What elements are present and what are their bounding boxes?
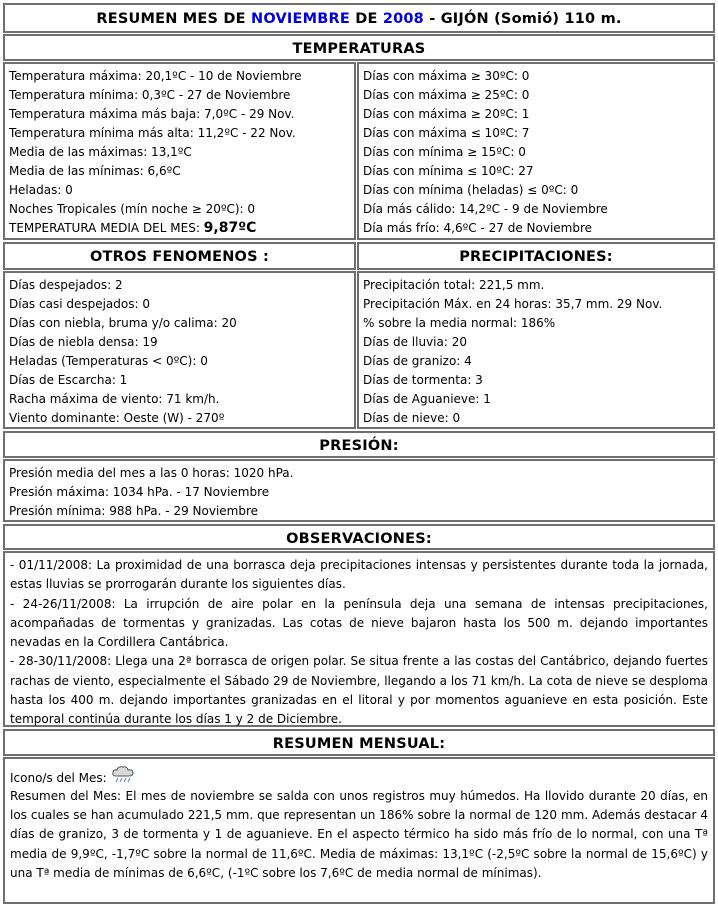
temperaturas-right-panel (357, 62, 715, 240)
precip-line: Precipitación Máx. en 24 horas: 35,7 mm. 29 Nov. (363, 297, 663, 311)
otros-line: Días con niebla, bruma y/o calima: 20 (9, 316, 237, 330)
icon-row (10, 765, 708, 787)
temp-line: Noches Tropicales (mín noche ≥ 20ºC): 0 (9, 202, 256, 216)
title-location: - GIJÓN (Somió) 110 m. (423, 11, 622, 27)
temperaturas-left-panel (3, 62, 356, 240)
temp-line: Días con máxima ≥ 20ºC: 1 (363, 107, 530, 121)
otros-line: Viento dominante: Oeste (W) - 270º (9, 411, 225, 425)
otros-line: Días de niebla densa: 19 (9, 335, 158, 349)
temp-line: Días con mínima (heladas) ≤ 0ºC: 0 (363, 183, 579, 197)
precip-line: Días de tormenta: 3 (363, 373, 483, 387)
otros-line: Días de Escarcha: 1 (9, 373, 128, 387)
resumen-panel (3, 757, 715, 904)
temp-line: Días con mínima ≤ 10ºC: 27 (363, 164, 534, 178)
presion-line: Presión mínima: 988 hPa. - 29 Noviembre (9, 504, 259, 518)
temp-line: Heladas: 0 (9, 183, 73, 197)
resumen-heading: RESUMEN MENSUAL: (3, 729, 715, 756)
temp-line: Día más frío: 4,6ºC - 27 de Noviembre (363, 221, 593, 235)
precip-line: Días de lluvia: 20 (363, 335, 467, 349)
otros-line: Días casi despejados: 0 (9, 297, 150, 311)
precipitaciones-heading: PRECIPITACIONES: (357, 242, 715, 270)
otros-line: Heladas (Temperaturas < 0ºC): 0 (9, 354, 208, 368)
otros-line: Días despejados: 2 (9, 278, 123, 292)
presion-line: Presión máxima: 1034 hPa. - 17 Noviembre (9, 485, 270, 499)
temp-line: Días con mínima ≥ 15ºC: 0 (363, 145, 526, 159)
precip-line: Días de granizo: 4 (363, 354, 472, 368)
title-year: 2008 (382, 11, 424, 27)
observaciones-panel: - 01/11/2008: La proximidad de una borrasca deja precipitaciones intensas y persistentes durante toda la jornada, estas lluvias se prorrogarán durante los siguientes días. - 24-26/11/2008: La irrupción de aire polar en la península deja una semana de intensas precipitaciones, acompañadas de tormentas y granizadas. Las cotas de nieve bajaron hasta los 500 m. dejando importantes nevadas en la Cordillera Cantábrica. - 28-30/11/2008: Llega una 2ª borrasca de origen polar. Se situa frente a las costas del Cantábrico, dejando fuertes rachas de viento, especialmente el Sábado 29 de Noviembre, llegando a los 71 km/h. La cota de nieve se desploma hasta los 400 m. dejando importantes granizadas en el litoral y por momentos aguanieve en esta posición. Este temporal continúa durante los días 1 y 2 de Diciembre. (3, 551, 715, 727)
observaciones-heading: OBSERVACIONES: (3, 524, 715, 550)
temp-line: Temperatura máxima más baja: 7,0ºC - 29 Nov. (9, 107, 295, 121)
temperatura-media-label: TEMPERATURA MEDIA DEL MES: (9, 221, 204, 235)
temp-line: Temperatura mínima más alta: 11,2ºC - 22 Nov. (9, 126, 296, 140)
precipitaciones-panel (357, 271, 715, 429)
precip-line: Días de nieve: 0 (363, 411, 461, 425)
presion-line: Presión media del mes a las 0 horas: 1020 hPa. (9, 466, 294, 480)
temperatura-media-value: 9,87ºC (203, 220, 257, 236)
temp-line: Temperatura mínima: 0,3ºC - 27 de Noviembre (9, 88, 291, 102)
resumen-text: Resumen del Mes: El mes de noviembre se salda con unos registros muy húmedos. Ha llovido durante 20 días, en los cuales se han acumulado 221,5 mm. que representan un 186% sobre la normal de 120 mm. Además destacar 4 días de granizo, 3 de tormenta y 1 de aguanieve. En el aspecto térmico ha sido más frío de lo normal, con una Tª media de 9,9ºC, -1,7ºC sobre la normal de 11,6ºC. Media de máximas: 13,1ºC (-2,5ºC sobre la normal de 15,6ºC) y una Tª media de mínimas de 6,6ºC, (-1ºC sobre los 7,6ºC de media normal de mínimas). (10, 789, 708, 880)
report-title (3, 3, 715, 33)
otros-fenomenos-panel (3, 271, 356, 429)
temperaturas-heading: TEMPERATURAS (3, 34, 715, 61)
title-prefix: RESUMEN MES DE (96, 11, 252, 27)
precip-line: Días de Aguanieve: 1 (363, 392, 491, 406)
precip-line: % sobre la media normal: 186% (363, 316, 556, 330)
title-month: NOVIEMBRE (251, 11, 350, 27)
icono-label: Icono/s del Mes: (10, 771, 107, 785)
precip-line: Precipitación total: 221,5 mm. (363, 278, 545, 292)
title-de: DE (349, 11, 383, 27)
temp-line: Días con máxima ≥ 30ºC: 0 (363, 69, 530, 83)
temp-line: Media de las mínimas: 6,6ºC (9, 164, 181, 178)
temp-line: Media de las máximas: 13,1ºC (9, 145, 192, 159)
temperatura-media (9, 219, 350, 238)
otros-fenomenos-heading: OTROS FENOMENOS : (3, 242, 356, 270)
temp-line: Días con máxima ≤ 10ºC: 7 (363, 126, 530, 140)
temp-line: Día más cálido: 14,2ºC - 9 de Noviembre (363, 202, 608, 216)
temp-line: Temperatura máxima: 20,1ºC - 10 de Noviembre (9, 69, 302, 83)
presion-heading: PRESIÓN: (3, 431, 715, 458)
temp-line: Días con máxima ≥ 25ºC: 0 (363, 88, 530, 102)
presion-panel (3, 459, 715, 522)
otros-line: Racha máxima de viento: 71 km/h. (9, 392, 220, 406)
